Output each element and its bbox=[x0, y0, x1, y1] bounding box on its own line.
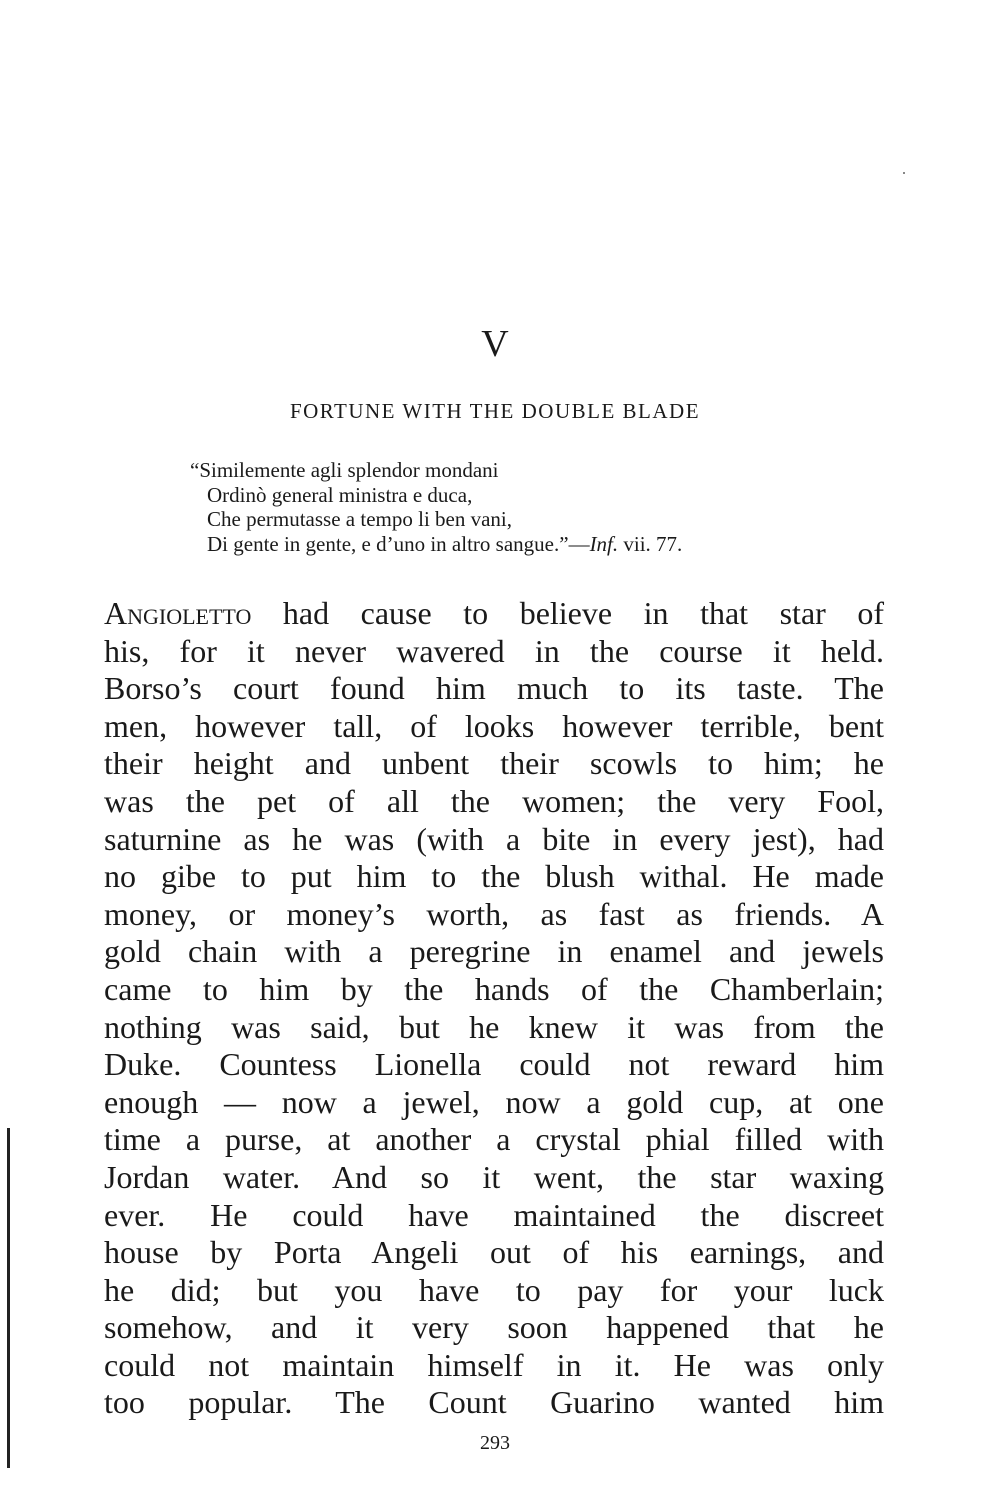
body-line: time a purse, at another a crystal phial filled with bbox=[104, 1121, 884, 1158]
epigraph-source-work: Inf. bbox=[589, 531, 619, 556]
body-line: no gibe to put him to the blush withal. He made bbox=[104, 858, 884, 895]
body-line: men, however tall, of looks however terrible, bent bbox=[104, 707, 884, 744]
body-line: Duke. Countess Lionella could not reward him bbox=[104, 1046, 884, 1083]
body-line bbox=[104, 595, 884, 633]
epigraph-line: Ordinò general ministra e duca, bbox=[207, 482, 473, 507]
body-line: enough — now a jewel, now a gold cup, at one bbox=[104, 1083, 884, 1120]
body-line: was the pet of all the women; the very Fool, bbox=[104, 782, 884, 819]
body-line: Jordan water. And so it went, the star waxing bbox=[104, 1158, 884, 1195]
epigraph-source-ref: vii. 77. bbox=[618, 531, 683, 556]
body-paragraph bbox=[104, 595, 884, 1422]
body-line: house by Porta Angeli out of his earnings, and bbox=[104, 1234, 884, 1271]
body-line: his, for it never wavered in the course it held. bbox=[104, 632, 884, 669]
page-number: 293 bbox=[480, 1432, 510, 1454]
body-line: gold chain with a peregrine in enamel and jewels bbox=[104, 933, 884, 970]
lead-word: Angioletto bbox=[104, 595, 252, 631]
epigraph bbox=[190, 458, 910, 556]
body-line: money, or money’s worth, as fast as friends. A bbox=[104, 895, 884, 932]
epigraph-line: Di gente in gente, e d’uno in altro sangue.” bbox=[207, 531, 569, 556]
scan-speck bbox=[903, 172, 905, 174]
body-line: their height and unbent their scowls to him; he bbox=[104, 745, 884, 782]
body-line: came to him by the hands of the Chamberlain; bbox=[104, 970, 884, 1007]
epigraph-line: “Similemente agli splendor mondani bbox=[190, 458, 499, 482]
body-line: he did; but you have to pay for your luck bbox=[104, 1271, 884, 1308]
epigraph-last-line bbox=[190, 532, 910, 557]
body-line: somehow, and it very soon happened that he bbox=[104, 1309, 884, 1346]
body-line: could not maintain himself in it. He was only bbox=[104, 1346, 884, 1383]
body-line: ever. He could have maintained the discreet bbox=[104, 1196, 884, 1233]
margin-scan-rule bbox=[7, 1128, 10, 1468]
epigraph-source-dash: — bbox=[568, 531, 590, 556]
body-line: Borso’s court found him much to its taste. The bbox=[104, 670, 884, 707]
body-line: too popular. The Count Guarino wanted him bbox=[104, 1384, 884, 1421]
epigraph-line: Che permutasse a tempo li ben vani, bbox=[207, 507, 513, 531]
chapter-number: V bbox=[481, 323, 509, 365]
body-line: nothing was said, but he knew it was from the bbox=[104, 1008, 884, 1045]
body-line: saturnine as he was (with a bite in every jest), had bbox=[104, 820, 884, 857]
chapter-title: FORTUNE WITH THE DOUBLE BLADE bbox=[289, 399, 701, 423]
first-line-rest: had cause to believe in that star of bbox=[251, 595, 884, 631]
